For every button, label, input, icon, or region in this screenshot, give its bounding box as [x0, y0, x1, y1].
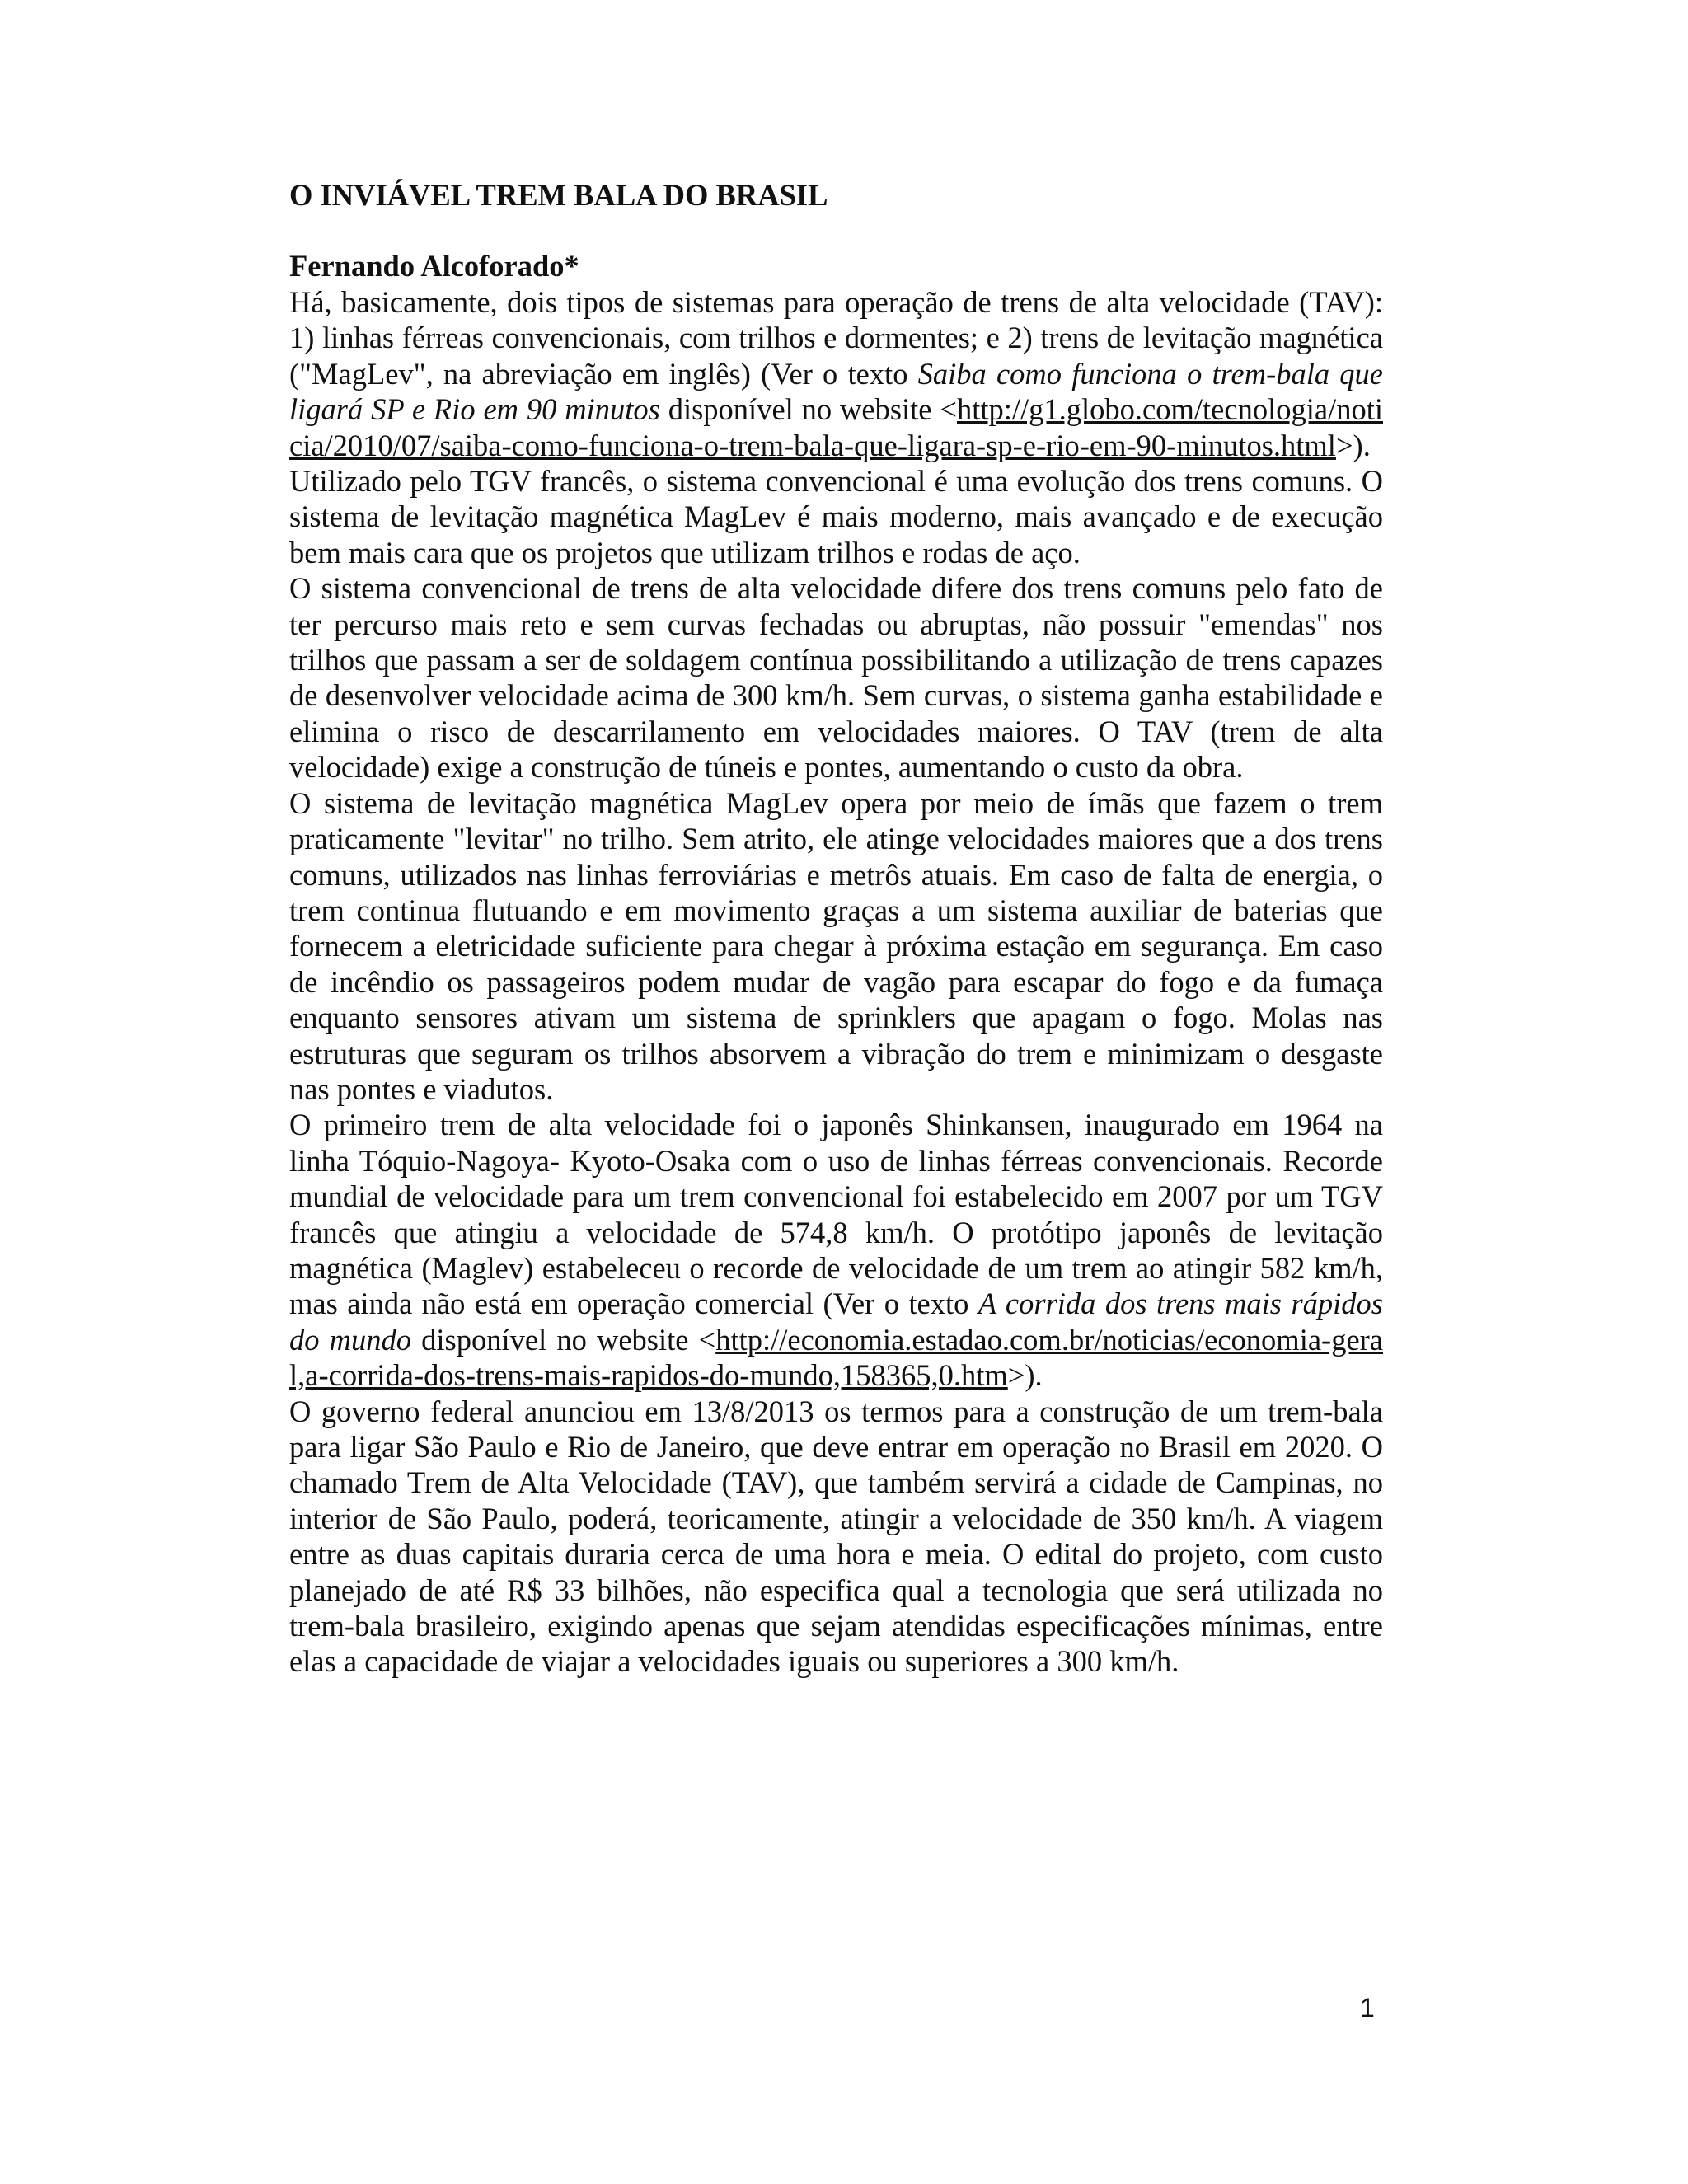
paragraph-2: O sistema convencional de trens de alta velocidade difere dos trens comuns pelo fato de ter percurso mais reto e sem curvas fechadas ou abruptas, não possuir "emendas" nos trilhos que passam a ser de soldagem contínua possibilitando a utilização de trens capazes de desenvolver velocidade acima de 300 km/h. Sem curvas, o sistema ganha estabilidade e elimina o risco de descarrilamento em velocidades maiores. O TAV (trem de alta velocidade) exige a construção de túneis e pontes, aumentando o custo da obra.	[289, 571, 1383, 785]
paragraph-1-text-after: >). Utilizado pelo TGV francês, o sistema convencional é uma evolução dos trens comuns. O sistema de levitação magnética MagLev é mais moderno, mais avançado e de execução bem mais cara que os projetos que utilizam trilhos e rodas de aço.	[289, 428, 1383, 569]
author-name: Fernando Alcoforado*	[289, 249, 579, 283]
paragraph-1-italic-title: Saiba como funciona o trem-bala que ligará SP e Rio em 90 minutos	[289, 356, 1384, 427]
paragraph-1-link[interactable]: http://g1.globo.com/tecnologia/noticia/2010/07/saiba-como-funciona-o-trem-bala-que-ligara-sp-e-rio-em-90-minutos.html	[289, 392, 1383, 462]
paragraph-4-italic-title: A corrida dos trens mais rápidos do mundo	[289, 1286, 1383, 1357]
paragraph-4-link[interactable]: http://economia.estadao.com.br/noticias/economia-geral,a-corrida-dos-trens-mais-rapidos-do-mundo,158365,0.htm	[289, 1322, 1383, 1393]
paragraph-3: O sistema de levitação magnética MagLev opera por meio de ímãs que fazem o trem praticamente "levitar" no trilho. Sem atrito, ele atinge velocidades maiores que a dos trens comuns, utilizados nas linhas ferroviárias e metrôs atuais. Em caso de falta de energia, o trem continua flutuando e em movimento graças a um sistema auxiliar de baterias que fornecem a eletricidade suficiente para chegar à próxima estação em segurança. Em caso de incêndio os passageiros podem mudar de vagão para escapar do fogo e da fumaça enquanto sensores ativam um sistema de sprinklers que apagam o fogo. Molas nas estruturas que seguram os trilhos absorvem a vibração do trem e minimizam o desgaste nas pontes e viadutos.	[289, 785, 1383, 1106]
document-title: O INVIÁVEL TREM BALA DO BRASIL	[289, 178, 828, 212]
page-number: 1	[1360, 1993, 1375, 2022]
paragraph-4-text-middle: disponível no website <	[411, 1322, 716, 1357]
paragraph-4	[289, 1107, 1383, 1393]
paragraph-1	[289, 284, 1383, 570]
paragraph-5: O governo federal anunciou em 13/8/2013 os termos para a construção de um trem-bala para ligar São Paulo e Rio de Janeiro, que deve entrar em operação no Brasil em 2020. O chamado Trem de Alta Velocidade (TAV), que também servirá a cidade de Campinas, no interior de São Paulo, poderá, teoricamente, atingir a velocidade de 350 km/h. A viagem entre as duas capitais duraria cerca de uma hora e meia. O edital do projeto, com custo planejado de até R$ 33 bilhões, não especifica qual a tecnologia que será utilizada no trem-bala brasileiro, exigindo apenas que sejam atendidas especificações mínimas, entre elas a capacidade de viajar a velocidades iguais ou superiores a 300 km/h.	[289, 1394, 1383, 1679]
paragraph-1-text-middle: disponível no website <	[659, 392, 957, 427]
document-page	[289, 177, 1383, 1680]
paragraph-4-text-after: >).	[1007, 1358, 1043, 1393]
paragraph-1-text-before: Há, basicamente, dois tipos de sistemas para operação de trens de alta velocidade (TAV): 1) linhas férreas convencionais, com trilhos e dormentes; e 2) trens de levitação magnética ("MagLev", na abreviação em inglês) (Ver o texto	[289, 285, 1383, 391]
paragraph-4-text-before: O primeiro trem de alta velocidade foi o japonês Shinkansen, inaugurado em 1964 na linha Tóquio-Nagoya- Kyoto-Osaka com o uso de linhas férreas convencionais. Recorde mundial de velocidade para um trem convencional foi estabelecido em 2007 por um TGV francês que atingiu a velocidade de 574,8 km/h. O protótipo japonês de levitação magnética (Maglev) estabeleceu o recorde de velocidade de um trem ao atingir 582 km/h, mas ainda não está em operação comercial (Ver o texto	[289, 1108, 1383, 1321]
